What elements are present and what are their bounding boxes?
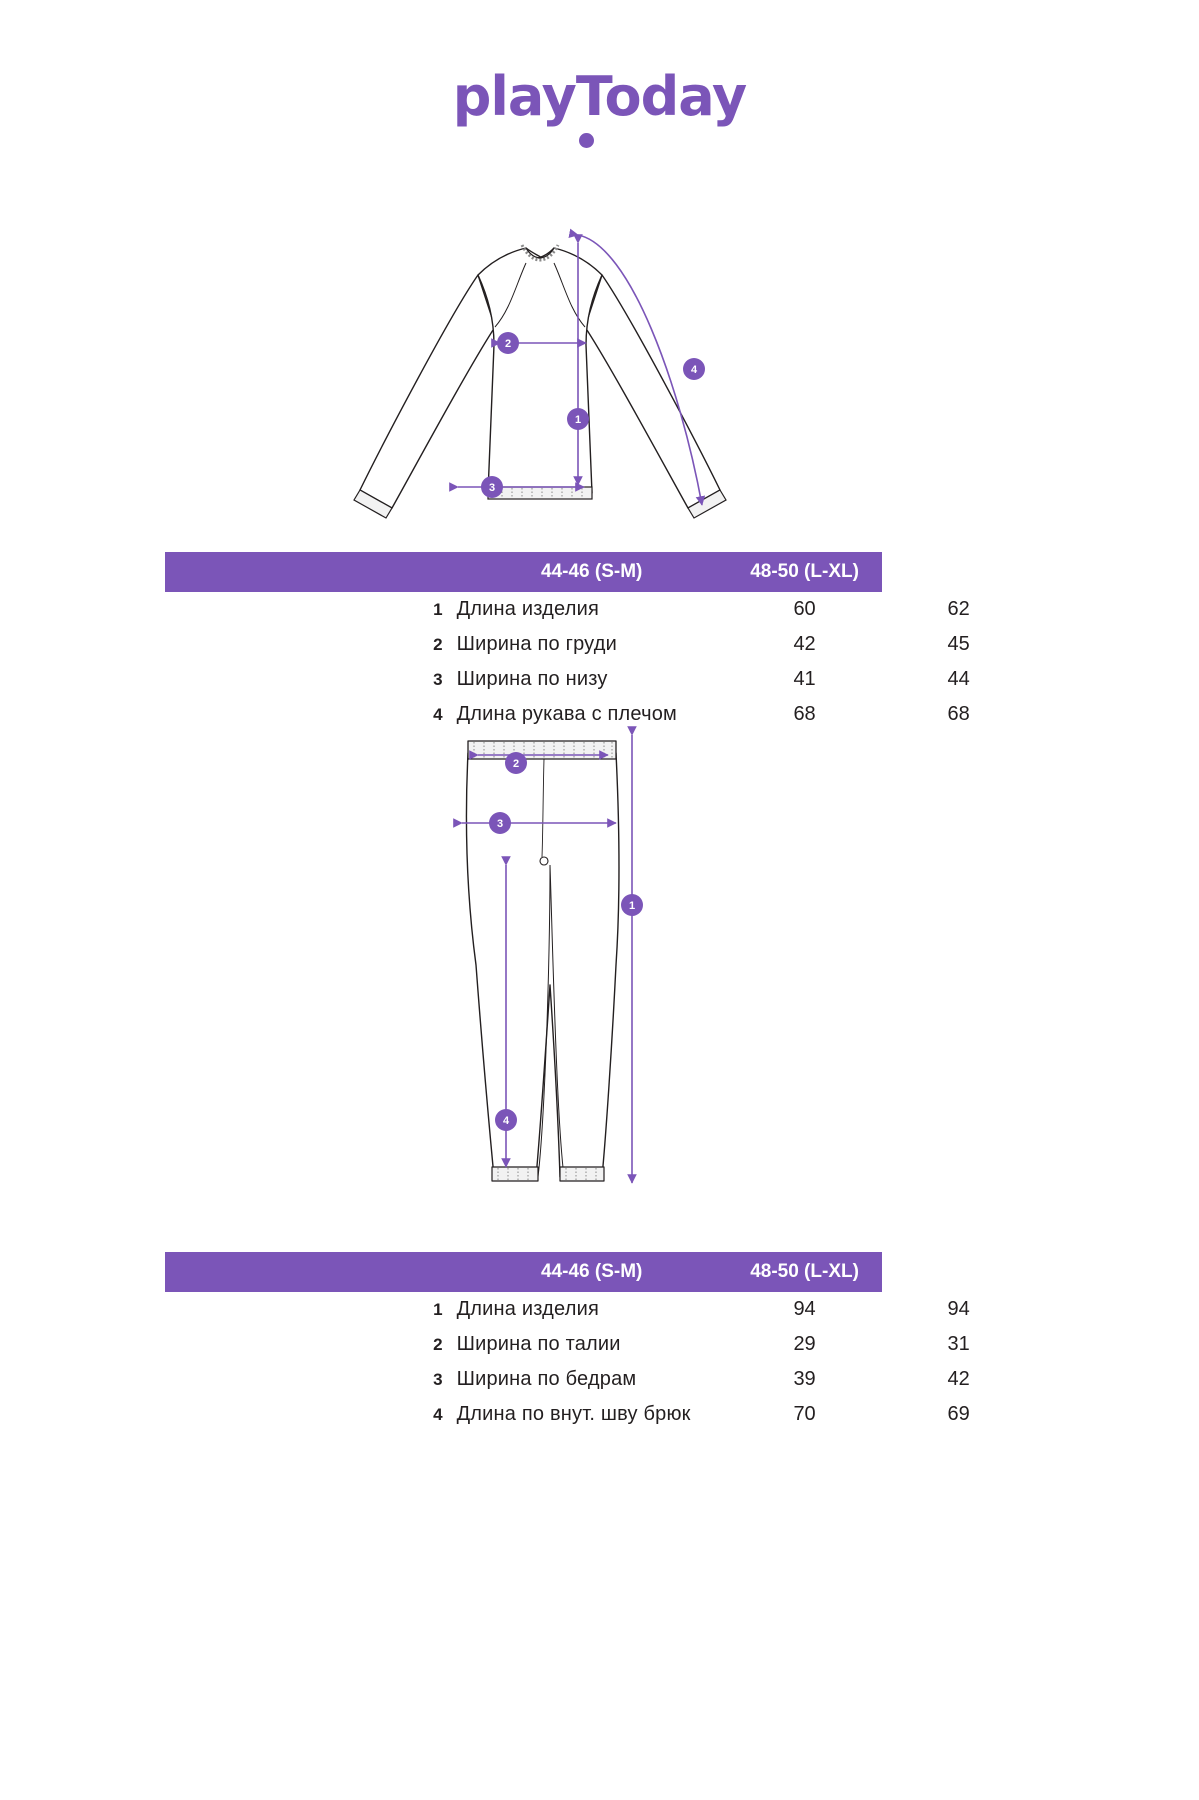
svg-text:3: 3 — [496, 818, 504, 830]
row-value-size-2: 69 — [947, 1403, 970, 1425]
brand-logo-dot — [579, 133, 594, 148]
row-label: Длина рукава с плечом — [456, 703, 677, 725]
row-value-size-2: 94 — [947, 1298, 970, 1320]
table-row — [165, 662, 1035, 697]
svg-text:3: 3 — [488, 482, 496, 494]
table-row — [165, 1362, 1035, 1397]
table-row — [165, 1292, 1035, 1327]
bottom-garment-illustration — [420, 715, 700, 1215]
row-value-size-1: 94 — [793, 1298, 816, 1320]
table-row — [165, 1397, 1035, 1432]
row-value-size-1: 60 — [793, 598, 816, 620]
table-row — [165, 592, 1035, 627]
top-garment-size-table — [165, 552, 1035, 732]
table-header-blank — [165, 552, 457, 592]
row-label: Длина изделия — [456, 1298, 599, 1320]
row-value-size-2: 62 — [947, 598, 970, 620]
row-index: 3 — [433, 1369, 443, 1389]
row-value-size-2: 42 — [947, 1368, 970, 1390]
table-header-size-1: 44-46 (S-M) — [457, 552, 727, 592]
table-row — [165, 627, 1035, 662]
row-value-size-1: 42 — [793, 633, 816, 655]
svg-text:4: 4 — [502, 1115, 510, 1127]
bottom-garment-size-table — [165, 1252, 1035, 1432]
row-label: Длина по внут. шву брюк — [456, 1403, 691, 1425]
row-value-size-2: 44 — [947, 668, 970, 690]
table-header-row — [165, 1252, 1035, 1292]
row-index: 1 — [433, 599, 443, 619]
row-value-size-2: 31 — [947, 1333, 970, 1355]
brand-logo-text: playToday — [452, 65, 747, 128]
top-garment-illustration — [330, 215, 750, 535]
table-header-size-2: 48-50 (L-XL) — [727, 552, 883, 592]
row-index: 4 — [433, 704, 443, 724]
row-index: 4 — [433, 1404, 443, 1424]
row-index: 1 — [433, 1299, 443, 1319]
row-value-size-1: 29 — [793, 1333, 816, 1355]
svg-text:1: 1 — [628, 900, 636, 912]
row-value-size-1: 41 — [793, 668, 816, 690]
row-index: 2 — [433, 1334, 443, 1354]
row-index: 2 — [433, 634, 443, 654]
row-label: Ширина по бедрам — [456, 1368, 637, 1390]
row-value-size-1: 70 — [793, 1403, 816, 1425]
brand-logo — [0, 65, 1199, 128]
table-row — [165, 1327, 1035, 1362]
table-header-size-2: 48-50 (L-XL) — [727, 1252, 883, 1292]
row-label: Ширина по талии — [456, 1333, 621, 1355]
row-index: 3 — [433, 669, 443, 689]
table-header-size-1: 44-46 (S-M) — [457, 1252, 727, 1292]
table-header-row — [165, 552, 1035, 592]
row-value-size-1: 68 — [793, 703, 816, 725]
table-header-blank — [165, 1252, 457, 1292]
svg-text:4: 4 — [690, 364, 698, 376]
row-label: Длина изделия — [456, 598, 599, 620]
svg-text:1: 1 — [574, 414, 582, 426]
row-value-size-1: 39 — [793, 1368, 816, 1390]
row-value-size-2: 45 — [947, 633, 970, 655]
row-label: Ширина по низу — [456, 668, 608, 690]
svg-text:2: 2 — [512, 758, 520, 770]
row-value-size-2: 68 — [947, 703, 970, 725]
svg-text:2: 2 — [504, 338, 512, 350]
row-label: Ширина по груди — [456, 633, 617, 655]
